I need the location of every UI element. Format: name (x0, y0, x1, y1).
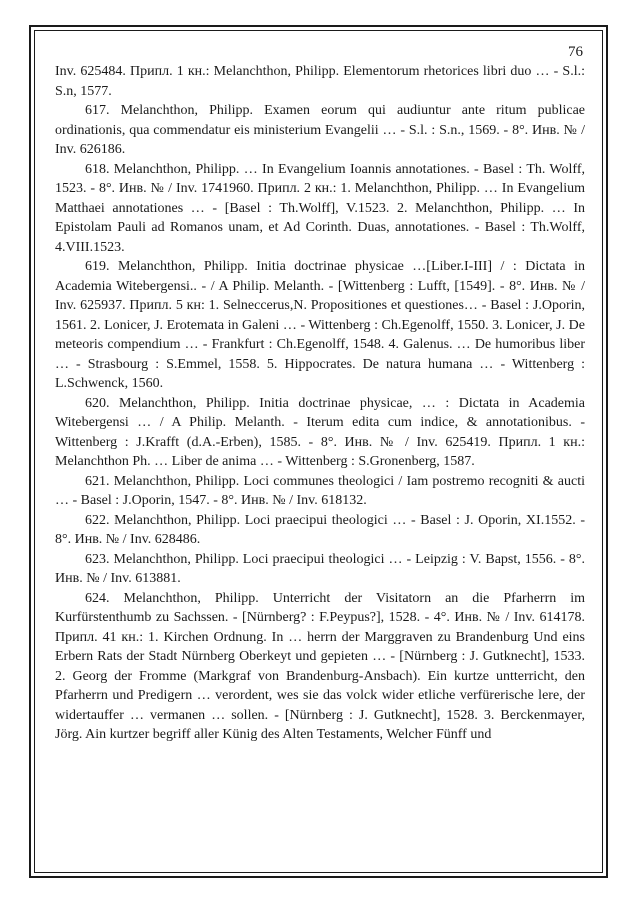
catalog-entry-621: 621. Melanchthon, Philipp. Loci communes theologici / Iam postremo recogniti & aucti … - Basel : J.Oporin, 1547. - 8°. Инв. № / Inv. 618132. (55, 473, 585, 508)
catalog-entry-617: 617. Melanchthon, Philipp. Examen eorum qui audiuntur ante ritum publicae ordinationis, qua commendatur eis ministerium Evangelii … - S.l. : S.n., 1569. - 8°. Инв. № / Inv. 626186. (55, 103, 585, 157)
page-number: 76 (568, 44, 583, 60)
catalog-entry-619: 619. Melanchthon, Philipp. Initia doctrinae physicae …[Liber.I-III] / : Dictata in Academia Witebergensi.. - / A Philip. Melanth. - [Wittenberg : Lufft, [1549]. - 8°. Инв. № / Inv. 625937. Припл. 5 кн: 1. Selneccerus,N. Propositiones et questiones… - Basel : J.Oporin, 1561. 2. Lonicer, J. Erotemata in Galeni … - Wittenberg : Ch.Egenolff, 1550. 3. Lonicer, J. De meteoris compendium … - Frankfurt : Ch.Egenolff, 1548. 4. Galenus. … De humoribus liber … - Strasbourg : S.Emmel, 1558. 5. Hippocrates. De natura humana … - Wittenberg : L.Schwenck, 1560. (55, 259, 585, 391)
catalog-entry-618: 618. Melanchthon, Philipp. … In Evangelium Ioannis annotationes. - Basel : Th. Wolff, 1523. - 8°. Инв. № / Inv. 1741960. Припл. 2 кн.: 1. Melanchthon, Philipp. … In Evangelium Matthaei annotationes … - [Basel : Th.Wolff], V.1523. 2. Melanchthon, Philipp. … In Epistolam Pauli ad Romanos unam, et Ad Corinth. Duas, annotationes. - Basel : Th.Wolff, 4.VIII.1523. (55, 161, 585, 255)
catalog-entry-continuation: Inv. 625484. Припл. 1 кн.: Melanchthon, Philipp. Elementorum rhetorices libri duo … - S.l.: S.n, 1577. (55, 64, 585, 99)
document-body (55, 42, 585, 745)
catalog-entry-620: 620. Melanchthon, Philipp. Initia doctrinae physicae, … : Dictata in Academia Witebergensi … / A Philip. Melanth. - Iterum edita cum indice, & annotationibus. - Wittenberg : J.Krafft (d.A.-Erben), 1585. - 8°. Инв. № / Inv. 625419. Припл. 1 кн.: Melanchthon Ph. … Liber de anima … - Wittenberg : S.Gronenberg, 1587. (55, 395, 585, 469)
catalog-entry-622: 622. Melanchthon, Philipp. Loci praecipui theologici … - Basel : J. Oporin, XI.1552. - 8°. Инв. № / Inv. 628486. (55, 512, 585, 547)
catalog-entry-623: 623. Melanchthon, Philipp. Loci praecipui theologici … - Leipzig : V. Bapst, 1556. - 8°. Инв. № / Inv. 613881. (55, 551, 585, 586)
catalog-entry-624: 624. Melanchthon, Philipp. Unterricht der Visitatorn an die Pfarherrn im Kurfürstenthumb zu Sachssen. - [Nürnberg? : F.Peypus?], 1528. - 4°. Инв. № / Inv. 614178. Припл. 41 кн.: 1. Kirchen Ordnung. In … herrn der Marggraven zu Brandenburg Und eins Erbern Rats der Stadt Nürnberg Oberkeyt und gepieten … - [Nürnberg : J. Gutknecht], 1533. 2. Georg der Fromme (Markgraf von Brandenburg-Ansbach). Ein kurtze untterricht, den Pfarherrn und Predigern … verordent, wes sie das volck wider etliche verfürerische lere, der widertauffer … vermanen … sollen. - [Nürnberg : J. Gutknecht], 1528. 3. Berckenmayer, Jörg. Ain kurtzer begriff aller Künig des Alten Testaments, Welcher Fünff und (55, 590, 585, 742)
